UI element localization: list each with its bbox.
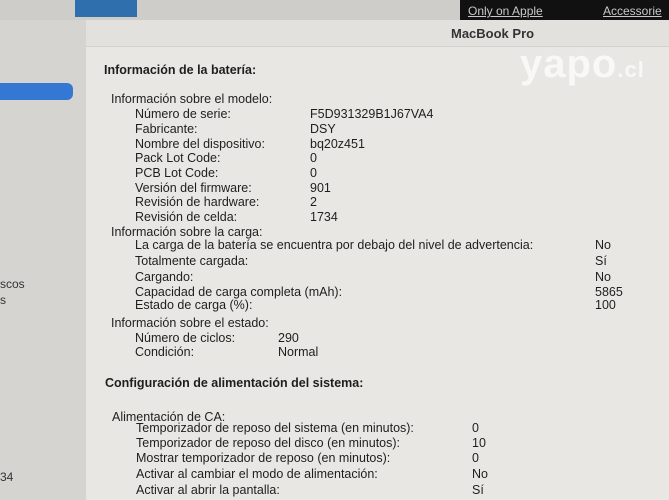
row-value: 100 (595, 298, 616, 312)
row-label: Mostrar temporizador de reposo (en minutos): (136, 451, 391, 465)
group-label-state: Información sobre el estado: (111, 316, 269, 330)
row-value: F5D931329B1J67VA4 (310, 107, 434, 121)
sidebar-item-text[interactable]: scos (0, 277, 25, 291)
row-label: Capacidad de carga completa (mAh): (135, 285, 343, 299)
row-label: Condición: (135, 345, 195, 359)
row-label: Revisión de celda: (135, 210, 238, 224)
sidebar-item-text[interactable]: s (0, 293, 6, 307)
row-label: Pack Lot Code: (135, 151, 221, 165)
sidebar-selected-item[interactable] (0, 83, 73, 100)
row-label: Temporizador de reposo del sistema (en minutos): (136, 421, 414, 435)
group-label-ac: Alimentación de CA: (112, 410, 226, 424)
apple-nav-bar (460, 0, 669, 20)
row-value: Sí (595, 254, 607, 268)
group-label-charge: Información sobre la carga: (111, 225, 263, 239)
row-label: Activar al cambiar el modo de alimentación: (136, 467, 378, 481)
sidebar-item-text[interactable]: 34 (0, 470, 14, 484)
row-label: Nombre del dispositivo: (135, 137, 265, 151)
row-value: 0 (310, 151, 317, 165)
row-value: 290 (278, 331, 299, 345)
window-title: MacBook Pro (451, 26, 535, 41)
row-value: bq20z451 (310, 137, 365, 151)
row-value: DSY (310, 122, 336, 136)
section-heading-power: Configuración de alimentación del sistema: (105, 376, 364, 390)
row-label: Cargando: (135, 270, 194, 284)
top-blue-tab[interactable] (75, 0, 137, 17)
row-label: Estado de carga (%): (135, 298, 253, 312)
row-label: Activar al abrir la pantalla: (136, 483, 280, 497)
row-value: No (595, 238, 611, 252)
row-label: La carga de la batería se encuentra por debajo del nivel de advertencia: (135, 238, 534, 252)
nav-link-only-on-apple[interactable]: Only on Apple (468, 4, 543, 18)
row-value: 5865 (595, 285, 623, 299)
nav-link-accessories[interactable]: Accessorie (603, 4, 662, 18)
row-label: Revisión de hardware: (135, 195, 260, 209)
row-value: 1734 (310, 210, 338, 224)
row-value: Normal (278, 345, 319, 359)
row-value: 2 (310, 195, 317, 209)
row-label: PCB Lot Code: (135, 166, 219, 180)
watermark-suffix: .cl (617, 57, 645, 82)
section-heading-battery: Información de la batería: (104, 63, 257, 77)
row-value: 901 (310, 181, 331, 195)
row-value: Sí (472, 483, 484, 497)
yapo-watermark (520, 42, 645, 87)
row-value: 0 (472, 421, 479, 435)
row-label: Temporizador de reposo del disco (en minutos): (136, 436, 401, 450)
row-label: Fabricante: (135, 122, 198, 136)
row-value: No (472, 467, 488, 481)
watermark-text: yapo (520, 42, 618, 86)
row-label: Versión del firmware: (135, 181, 252, 195)
row-label: Totalmente cargada: (135, 254, 249, 268)
row-value: 10 (472, 436, 486, 450)
group-label-model: Información sobre el modelo: (111, 92, 273, 106)
system-information-window (86, 20, 669, 500)
row-label: Número de serie: (135, 107, 231, 121)
row-label: Número de ciclos: (135, 331, 236, 345)
row-value: 0 (310, 166, 317, 180)
row-value: No (595, 270, 611, 284)
row-value: 0 (472, 451, 479, 465)
